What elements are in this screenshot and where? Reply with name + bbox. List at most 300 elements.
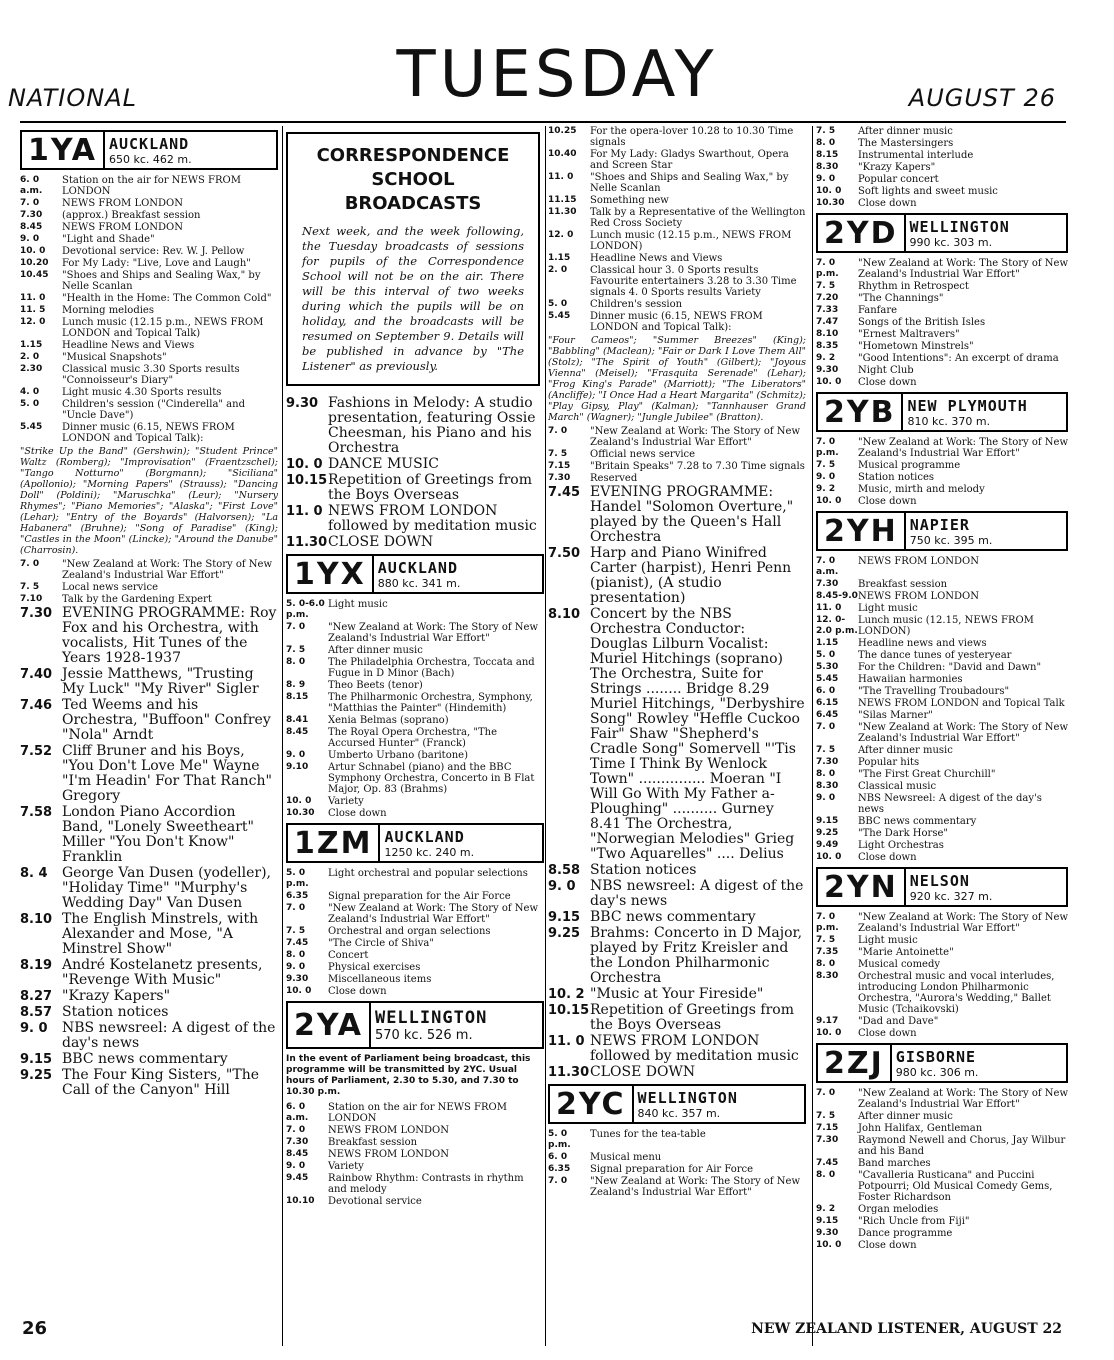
programme-time: 7. 5: [548, 449, 568, 459]
programme-item: "New Zealand at Work: The Story of New Zealand's Industrial War Effort": [590, 1176, 801, 1198]
programme-time: 8.15: [286, 692, 309, 702]
programme-entry: [816, 769, 1068, 780]
programme-time: 5. 0: [816, 650, 836, 660]
programme-item: Dance programme: [858, 1228, 953, 1239]
programme-time: 7. 0: [20, 198, 40, 208]
programme-item: Devotional service: [328, 1196, 422, 1207]
programme-item: NBS newsreel: A digest of the day's news: [62, 1020, 276, 1051]
programme-time: 9. 2: [816, 484, 836, 494]
programme-entry: [816, 174, 1068, 185]
programme-item: BBC news commentary: [858, 816, 977, 827]
programme-entry: [286, 950, 544, 961]
programme-entry: [816, 496, 1068, 507]
header-date: AUGUST 26: [908, 84, 1056, 112]
programme-time: 7.15: [816, 1123, 839, 1133]
programme-time: 11.30: [548, 207, 577, 217]
programme-item: CLOSE DOWN: [328, 534, 434, 550]
programme-time: 7. 5: [816, 281, 836, 291]
programme-item: "Health in the Home: The Common Cold": [62, 293, 272, 304]
programme-time: 7. 5: [816, 745, 836, 755]
programme-entry: [816, 437, 1068, 459]
programme-entry: [20, 582, 278, 593]
programme-item: "New Zealand at Work: The Story of New Zealand's Industrial War Effort": [328, 903, 539, 925]
programme-time: 5. 0: [548, 299, 568, 309]
programme-item: "The Channings": [858, 293, 944, 304]
programme-item: The Royal Opera Orchestra, "The Accursed Hunter" (Franck): [328, 727, 497, 749]
programme-item: For My Lady: Gladys Swarthout, Opera and Screen Star: [590, 149, 789, 171]
station-frequency: 980 kc. 306 m.: [895, 1065, 979, 1079]
programme-time: 12. 0-2.0 p.m.: [816, 615, 858, 636]
programme-item: "Britain Speaks" 7.28 to 7.30 Time signals: [590, 461, 805, 472]
programme-time: 9.49: [816, 840, 839, 850]
programme-time: 9.25: [816, 828, 839, 838]
programme-time: 8.35: [816, 341, 839, 351]
programme-entry: [548, 473, 806, 484]
programme-item: DANCE MUSIC: [328, 456, 439, 472]
programme-entry: [20, 222, 278, 233]
programme-entry: [816, 650, 1068, 661]
programme-time: 8.10: [816, 329, 839, 339]
programme-item: Fanfare: [858, 305, 898, 316]
programme-entry: [286, 645, 544, 656]
correspondence-title: CORRESPONDENCE: [316, 145, 510, 166]
programme-item: NEWS FROM LONDON followed by meditation music: [590, 1033, 799, 1064]
programme-entry: [816, 126, 1068, 137]
station-name: AUCKLAND: [108, 134, 190, 153]
programme-entry: [548, 863, 806, 878]
programme-entry: [816, 353, 1068, 364]
programme-entry: [548, 1065, 806, 1080]
programme-time: 7. 0: [286, 622, 306, 632]
programme-item: Cliff Bruner and his Boys, "You Don't Love Me" Wayne "I'm Headin' For That Ranch" Gregory: [62, 743, 272, 804]
programme-time: 10. 2: [548, 987, 585, 1002]
programme-entry: [20, 352, 278, 363]
programme-time: 9. 2: [816, 1204, 836, 1214]
programme-entry: [286, 796, 544, 807]
programme-entry: [20, 912, 278, 957]
programme-item: "Light and Shade": [62, 234, 155, 245]
programme-time: 10.15: [548, 1003, 590, 1018]
station-logo: 2YN: [824, 869, 898, 905]
programme-entry: [20, 1052, 278, 1067]
programme-time: 7.15: [548, 461, 571, 471]
programme-item: "Dad and Dave": [858, 1016, 939, 1027]
programme-item: Repetition of Greetings from the Boys Overseas: [590, 1002, 794, 1033]
programme-time: 9. 0: [286, 1161, 306, 1171]
programme-entry: [816, 816, 1068, 827]
station-logo: 1YX: [294, 556, 366, 592]
station-frequency: 990 kc. 303 m.: [909, 235, 993, 249]
programme-time: 5. 0 p.m.: [286, 868, 309, 889]
programme-item: After dinner music: [328, 645, 423, 656]
station-name: GISBORNE: [895, 1047, 977, 1066]
programme-entry: [548, 987, 806, 1002]
programme-time: 2. 0: [20, 352, 40, 362]
programme-entry: [816, 293, 1068, 304]
column-3: [548, 126, 806, 1346]
programme-item: The Four King Sisters, "The Call of the Canyon" Hill: [62, 1067, 260, 1098]
programme-item: After dinner music: [858, 1111, 953, 1122]
programme-time: 6. 0 a.m.: [286, 1102, 309, 1123]
programme-item: "Ernest Maltravers": [858, 329, 960, 340]
programme-entry: [286, 986, 544, 997]
programme-time: 9.15: [20, 1052, 53, 1067]
programme-item: "Hometown Minstrels": [858, 341, 974, 352]
programme-time: 8.41: [286, 715, 309, 725]
programme-entry: [548, 910, 806, 925]
programme-entry: [20, 594, 278, 605]
programme-item: Light music 4.30 Sports results: [62, 387, 222, 398]
programme-entry: [548, 1129, 806, 1151]
programme-item: Xenia Belmas (soprano): [328, 715, 449, 726]
programme-entry: [286, 1125, 544, 1136]
programme-entry: [816, 971, 1068, 1015]
programme-entry: [286, 808, 544, 819]
programme-time: 11. 0: [548, 172, 574, 182]
programme-item: Tunes for the tea-table: [590, 1129, 706, 1140]
programme-time: 10.20: [20, 258, 49, 268]
programme-time: 7. 5: [816, 126, 836, 136]
programme-entry: [816, 793, 1068, 815]
programme-time: 8.10: [20, 912, 53, 927]
programme-entry: [816, 162, 1068, 173]
station-name: WELLINGTON: [637, 1088, 738, 1107]
programme-item: Theo Beets (tenor): [328, 680, 423, 691]
programme-item: Dinner music (6.15, NEWS FROM LONDON and Topical Talk):: [590, 311, 763, 333]
programme-entry: [816, 662, 1068, 673]
programme-item: John Halifax, Gentleman: [858, 1123, 983, 1134]
programme-time: 10.40: [548, 149, 577, 159]
programme-entry: [548, 265, 806, 298]
programme-time: 2. 0: [548, 265, 568, 275]
programme-item: Close down: [858, 496, 917, 507]
station-logo: 2ZJ: [824, 1045, 884, 1081]
programme-time: 7.30: [816, 1135, 839, 1145]
programme-item: "Music at Your Fireside": [590, 986, 764, 1002]
programme-time: 9. 0: [816, 793, 836, 803]
programme-item: NEWS FROM LONDON followed by meditation music: [328, 503, 537, 534]
programme-time: 9. 0: [20, 234, 40, 244]
programme-time: 6. 0 a.m.: [20, 175, 43, 196]
programme-time: 10. 0: [286, 796, 312, 806]
station-box: [286, 1001, 544, 1049]
programme-time: 8. 4: [20, 866, 48, 881]
programme-entry: [20, 364, 278, 386]
programme-item: "New Zealand at Work: The Story of New Zealand's Industrial War Effort": [858, 912, 1068, 934]
programme-time: 1.15: [548, 253, 571, 263]
programme-entry: [286, 657, 544, 679]
programme-entry: [548, 195, 806, 206]
programme-entry: [20, 317, 278, 339]
programme-entry: [816, 1016, 1068, 1027]
programme-time: 7.50: [548, 546, 581, 561]
programme-entry: [548, 172, 806, 194]
programme-item: "The First Great Churchill": [858, 769, 996, 780]
programme-item: The English Minstrels, with Alexander and Mose, "A Minstrel Show": [62, 911, 259, 957]
programme-entry: [20, 744, 278, 804]
programme-entry: [816, 674, 1068, 685]
programme-entry: [20, 958, 278, 988]
programme-item: "The Dark Horse": [858, 828, 948, 839]
publication-footer: NEW ZEALAND LISTENER, AUGUST 22: [751, 1321, 1062, 1337]
programme-time: 5.45: [548, 311, 571, 321]
programme-entry: [816, 377, 1068, 388]
programme-time: 9. 2: [816, 353, 836, 363]
programme-entry: [286, 891, 544, 902]
station-frequency: 650 kc. 462 m.: [108, 152, 192, 166]
programme-item: Brahms: Concerto in D Major, played by Fritz Kreisler and the London Philharmonic Orchestra: [590, 925, 803, 986]
header-left: NATIONAL: [8, 84, 137, 112]
station-frequency: 750 kc. 395 m.: [909, 533, 993, 547]
station-frequency: 570 kc. 526 m.: [374, 1027, 473, 1043]
station-name: AUCKLAND: [384, 827, 465, 846]
programme-item: Popular concert: [858, 174, 939, 185]
programme-entry: [286, 535, 544, 550]
programme-item: Breakfast session: [858, 579, 948, 590]
programme-item: NEWS FROM LONDON: [328, 1149, 449, 1160]
programme-time: 7. 0: [548, 426, 568, 436]
station-logo: 2YA: [294, 1007, 363, 1043]
programme-item: EVENING PROGRAMME: Roy Fox and his Orchestra, with vocalists, Hit Tunes of the Years 1928-1937: [62, 605, 277, 666]
programme-item: Repetition of Greetings from the Boys Overseas: [328, 472, 532, 503]
programme-item: Lunch music (12.15 p.m., NEWS FROM LONDON): [590, 230, 792, 252]
programme-item: Close down: [858, 1240, 917, 1251]
programme-entry: [286, 457, 544, 472]
programme-entry: [816, 591, 1068, 602]
dinner-music-note: "Strike Up the Band" (Gershwin); "Student Prince" Waltz (Romberg); "Improvisation" (Fraentzschel); "Tango Notturno" (Borgmann); "Siciliana" (Apollonio); "Morning Papers" (Strauss); "Dancing Doll" (Poldini); "Maruschka" (Leur); "Nursery Rhymes"; "Piano Memories"; "Alaska"; "First Love" (Lehar); "Entry of the Boyards" (Halvorsen); "La Habanera" (Bruhne); "Song of Paradise" (King); "Castles in the Moon" (Lincke); "Around the Danube" (Charrosin).: [20, 446, 278, 556]
programme-item: Variety: [328, 796, 364, 807]
programme-item: Morning melodies: [62, 305, 154, 316]
programme-entry: [286, 1196, 544, 1207]
programme-time: 10.30: [286, 808, 315, 818]
programme-time: 8.58: [548, 863, 581, 878]
programme-item: Light orchestral and popular selections: [328, 868, 528, 879]
programme-entry: [20, 399, 278, 421]
page-number: 26: [22, 1318, 48, 1339]
programme-time: 7. 5: [816, 460, 836, 470]
programme-entry: [816, 828, 1068, 839]
programme-time: 12. 0: [20, 317, 46, 327]
programme-item: "New Zealand at Work: The Story of New Zealand's Industrial War Effort": [858, 722, 1068, 744]
programme-entry: [286, 926, 544, 937]
programme-entry: [816, 1111, 1068, 1122]
programme-item: Close down: [328, 986, 387, 997]
programme-item: "New Zealand at Work: The Story of New Zealand's Industrial War Effort": [858, 1088, 1068, 1110]
programme-entry: [816, 556, 1068, 578]
programme-entry: [20, 305, 278, 316]
station-box: [286, 554, 544, 594]
programme-item: Close down: [858, 377, 917, 388]
station-name: WELLINGTON: [909, 217, 1010, 236]
programme-time: 6.35: [286, 891, 309, 901]
programme-item: "Shoes and Ships and Sealing Wax," by Nelle Scanlan: [590, 172, 789, 194]
programme-entry: [816, 1158, 1068, 1169]
programme-time: 7.20: [816, 293, 839, 303]
programme-time: 8. 0: [816, 1170, 836, 1180]
programme-entry: [816, 138, 1068, 149]
programme-item: "New Zealand at Work: The Story of New Zealand's Industrial War Effort": [328, 622, 539, 644]
correspondence-box: [286, 132, 540, 386]
programme-item: Light music: [858, 603, 918, 614]
programme-entry: [20, 293, 278, 304]
programme-time: 6.35: [548, 1164, 571, 1174]
programme-time: 8. 0: [816, 959, 836, 969]
programme-entry: [816, 638, 1068, 649]
programme-entry: [548, 149, 806, 171]
programme-time: 7.35: [816, 947, 839, 957]
programme-entry: [816, 365, 1068, 376]
programme-entry: [816, 258, 1068, 280]
programme-time: 10.15: [286, 473, 328, 488]
programme-time: 9. 0: [286, 962, 306, 972]
programme-time: 7. 0 p.m.: [816, 437, 839, 458]
programme-time: 10. 0: [286, 986, 312, 996]
programme-time: 9. 0: [548, 879, 576, 894]
programme-item: Band marches: [858, 1158, 931, 1169]
programme-time: 11.30: [548, 1065, 590, 1080]
programme-time: 8.27: [20, 989, 53, 1004]
programme-time: 8.15: [816, 150, 839, 160]
programme-time: 8.45: [286, 1149, 309, 1159]
programme-time: 8. 0: [286, 657, 306, 667]
programme-item: Orchestral and organ selections: [328, 926, 491, 937]
programme-entry: [20, 198, 278, 209]
programme-entry: [286, 1102, 544, 1124]
programme-entry: [20, 422, 278, 444]
programme-time: 7. 0: [816, 1088, 836, 1098]
programme-item: (approx.) Breakfast session: [62, 210, 201, 221]
programme-time: 6. 0: [548, 1152, 568, 1162]
station-logo: 1YA: [28, 132, 97, 168]
programme-item: Rainbow Rhythm: Contrasts in rhythm and melody: [328, 1173, 524, 1195]
programme-item: Instrumental interlude: [858, 150, 974, 161]
programme-time: 8. 9: [286, 680, 306, 690]
programme-item: The Philadelphia Orchestra, Toccata and Fugue in D Minor (Bach): [328, 657, 535, 679]
programme-entry: [286, 1137, 544, 1148]
programme-item: Concert: [328, 950, 369, 961]
programme-entry: [816, 745, 1068, 756]
programme-entry: [816, 615, 1068, 637]
programme-item: Jessie Matthews, "Trusting My Luck" "My River" Sigler: [62, 666, 259, 697]
programme-item: "Marie Antoinette": [858, 947, 954, 958]
programme-time: 9.30: [816, 1228, 839, 1238]
programme-time: 8.45-9.0: [816, 591, 858, 601]
programme-item: Physical exercises: [328, 962, 421, 973]
programme-time: 8.10: [548, 607, 581, 622]
programme-item: Local news service: [62, 582, 159, 593]
programme-item: Children's session: [590, 299, 683, 310]
programme-entry: [816, 1240, 1068, 1251]
programme-time: 7.45: [286, 938, 309, 948]
programme-entry: [286, 692, 544, 714]
programme-time: 7.46: [20, 698, 53, 713]
programme-time: 9. 0: [20, 1021, 48, 1036]
programme-time: 9.15: [816, 816, 839, 826]
programme-item: "Rich Uncle from Fiji": [858, 1216, 970, 1227]
programme-time: 7.58: [20, 805, 53, 820]
programme-time: 9. 0: [816, 174, 836, 184]
programme-item: Classical music 3.30 Sports results "Connoisseur's Diary": [62, 364, 240, 386]
programme-entry: [548, 1176, 806, 1198]
programme-item: "Musical Snapshots": [62, 352, 167, 363]
station-logo: 2YD: [824, 215, 898, 251]
programme-time: 11.30: [286, 535, 328, 550]
station-box: [286, 823, 544, 863]
column-divider: [812, 126, 813, 1346]
programme-entry: [548, 449, 806, 460]
programme-entry: [20, 559, 278, 581]
programme-entry: [816, 698, 1068, 709]
programme-entry: [816, 1123, 1068, 1134]
programme-time: 7. 5: [816, 1111, 836, 1121]
programme-entry: [286, 599, 544, 621]
programme-time: 7.10: [20, 594, 43, 604]
programme-time: 10. 0: [816, 496, 842, 506]
programme-item: Ted Weems and his Orchestra, "Buffoon" Confrey "Nola" Arndt: [62, 697, 271, 743]
programme-item: Concert by the NBS Orchestra Conductor: Douglas Lilburn Vocalist: Muriel Hitchings (soprano) The Orchestra, Suite for Strings ........ Bridge 8.29 Muriel Hitchings, "Derbyshire Song" Rowley "Heffle Cuckoo Fair" Shaw "Shepherd's Cradle Song" Somervell "'Tis Time I Think By Wenlock Town" ............... Moeran "I Will Go With My Father a-Ploughing" .......... Gurney 8.41 The Orchestra, "Norwegian Melodies" Grieg "Two Aquarelles" .... Delius: [590, 606, 805, 862]
programme-item: BBC news commentary: [590, 909, 756, 925]
programme-entry: [286, 473, 544, 503]
programme-time: 10. 0: [286, 457, 323, 472]
programme-item: Light music: [328, 599, 388, 610]
programme-time: 2.30: [20, 364, 43, 374]
programme-time: 7.30: [548, 473, 571, 483]
programme-entry: [816, 1088, 1068, 1110]
programme-time: 5.30: [816, 662, 839, 672]
programme-entry: [816, 1216, 1068, 1227]
programme-item: NEWS FROM LONDON: [858, 556, 979, 567]
programme-entry: [20, 1005, 278, 1020]
programme-time: 10. 0: [816, 1028, 842, 1038]
programme-item: Musical programme: [858, 460, 961, 471]
programme-time: 9.25: [548, 926, 581, 941]
programme-time: 7. 0 p.m.: [816, 912, 839, 933]
programme-time: 5. 0 p.m.: [548, 1129, 571, 1150]
programme-entry: [286, 762, 544, 795]
programme-item: Miscellaneous items: [328, 974, 432, 985]
programme-entry: [20, 246, 278, 257]
programme-entry: [816, 1170, 1068, 1203]
programme-time: 7. 0 p.m.: [816, 258, 839, 279]
programme-time: 8.19: [20, 958, 53, 973]
programme-entry: [286, 974, 544, 985]
programme-time: 7.52: [20, 744, 53, 759]
programme-entry: [20, 340, 278, 351]
programme-time: 7. 5: [816, 935, 836, 945]
programme-entry: [548, 1152, 806, 1163]
station-frequency: 880 kc. 341 m.: [377, 576, 461, 590]
programme-item: Headline News and Views: [590, 253, 723, 264]
programme-item: Umberto Urbano (baritone): [328, 750, 468, 761]
programme-time: 7.33: [816, 305, 839, 315]
programme-item: Fashions in Melody: A studio presentation, featuring Ossie Cheesman, his Piano and his Orchestra: [328, 395, 536, 456]
programme-entry: [816, 1228, 1068, 1239]
programme-item: NEWS FROM LONDON: [62, 222, 183, 233]
programme-entry: [20, 1068, 278, 1098]
programme-entry: [286, 1173, 544, 1195]
programme-entry: [20, 667, 278, 697]
programme-entry: [286, 903, 544, 925]
programme-entry: [20, 387, 278, 398]
programme-entry: [548, 1034, 806, 1064]
programme-entry: [20, 1021, 278, 1051]
programme-entry: [816, 1135, 1068, 1157]
programme-item: Orchestral music and vocal interludes, introducing London Philharmonic Orchestra, "Aurora's Wedding," Ballet Music (Tchaikovski): [858, 971, 1055, 1015]
programme-item: BBC news commentary: [62, 1051, 228, 1067]
programme-entry: [286, 962, 544, 973]
programme-time: 8.30: [816, 781, 839, 791]
programme-item: Close down: [328, 808, 387, 819]
